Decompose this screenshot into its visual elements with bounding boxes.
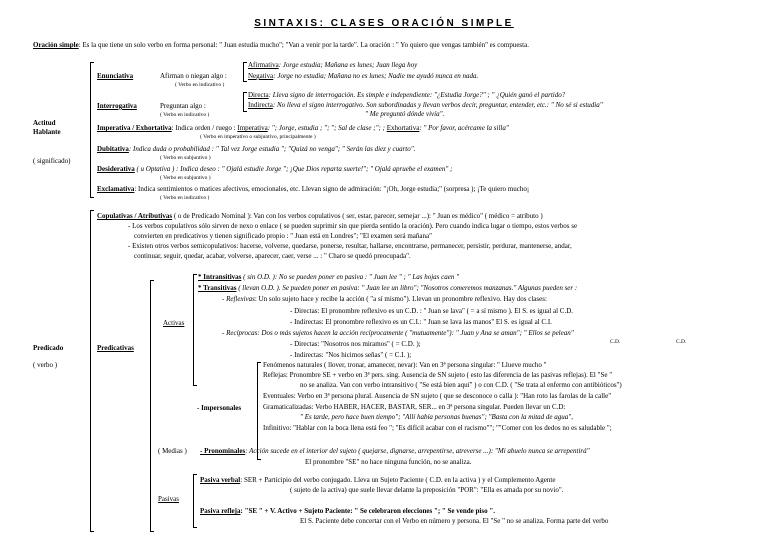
imperativa-verbo: ( Verbo en imperativo o subjuntivo, principalmente ) <box>200 134 316 140</box>
desiderativa-line: Desiderativa ( u Optativa ) : Indica deseo : " Ojalá estudie Jorge "; ¡Que Dios reparta suerte!"; " Ojalá apruebe el examen" ; <box>97 165 453 173</box>
reciprocas-line: - Recíprocas: Dos o más sujetos hacen la acción recíprocamente ( "mutuamente"): " Juan y Ana se aman"; " Ellos se pelean" <box>222 329 574 337</box>
predicado-brace <box>90 210 94 532</box>
transitivas-line: * Transitivas ( llevan O.D. ). Se pueden poner en pasiva: " Juan lee un libro"; "Nosotros comeremos manzanas." Algunas pueden ser : <box>198 284 578 292</box>
intro-text: : Es la que tiene un solo verbo en forma personal: " Juan estudia mucho"; "Van a venir por la tarde". La oración : " Yo quiero que vengas también" es compuesta. <box>78 41 529 49</box>
interrogativa-verbo: ( Verbo en indicativo ) <box>160 112 210 118</box>
intransitivas-line: * Intransitivas ( sin O.D. ): No se pueden poner en pasiva : " Juan lee " ; " Las hojas caen " <box>198 273 460 281</box>
impersonales-reflejas-1: Reflejas: Pronombre SE + verbo en 3ª pers. sing. Ausencia de SN sujeto ( esto las diferencia de las pasivas reflejas). El "Se " <box>263 371 613 379</box>
actitud-brace <box>90 62 94 198</box>
negativa-line: Negativa: Jorge no estudia; Mañana no es lunes; Nadie me ayudó nunca en nada. <box>248 72 479 80</box>
reciprocas-cd-1: C.D. <box>610 339 621 345</box>
impersonales-brace <box>257 362 261 460</box>
indirecta-line: Indirecta: No lleva el signo interrogativo. Son subordinadas y llevan verbos decir, preguntar, entender, etc.: " No sé si estudia" <box>248 101 603 109</box>
impersonales-label: - Impersonales <box>197 404 242 412</box>
reciprocas-directas: - Directas: "Nosotros nos miramos" ( = C.D. ); <box>290 340 421 348</box>
exclamativa-line: Exclamativa: Indica sentimientos o matices afectivos, emocionales, etc. Llevan signo de admiración: "¡Oh, Jorge estudia;" (sorpresa ); ¡Te quiero mucho¡ <box>97 185 530 193</box>
predicado-label-1: Predicado <box>33 344 64 352</box>
interrogativa-brace <box>243 92 247 112</box>
intro-line <box>33 42 529 49</box>
copulativas-line-5: continuar, seguir, quedar, acabar, volverse, aparecer, caer, verse ... : " Charo se quedó preocupada". <box>134 252 411 260</box>
imperativa-line: Imperativa / Exhortativa: Indica orden / ruego : Imperativa: "; Jorge, estudia ; "; "; Sal de clase ;"; ; Exhortativa: " Por favor, acércame la silla" <box>97 124 509 132</box>
activas-label: Activas <box>163 319 185 327</box>
pasivas-brace <box>193 474 197 528</box>
pronominales-line-2: El pronombre "SE" no hace ninguna función, no se analiza. <box>305 458 472 466</box>
reciprocas-indirectas: - Indirectas: "Nos hicimos señas" ( = C.I. ); <box>290 351 412 359</box>
impersonales-gramaticalizadas-1: Gramaticalizadas: Verbo HABER, HACER, BASTAR, SER... en 3ª persona singular. Pueden llevar un C.D: <box>263 403 566 411</box>
impersonales-gramaticalizadas-2: " Es tarde, pero hace buen tiempo"; "Allí había personas buenas"; "Basta con la mitad de agua", <box>300 413 573 421</box>
exclamativa-verbo: ( Verbo en indicativo ) <box>160 195 210 201</box>
copulativas-line-3: convierten en predicativos y tienen significado propio : " Juan está en Londres"; "El examen será mañana" <box>134 232 432 240</box>
predicativas-label: Predicativas <box>97 344 134 352</box>
activas-brace <box>193 274 197 386</box>
pasiva-refleja-line-2: El S. Paciente debe concertar con el Verbo en número y persona. El "Se " no se analiza. Forma parte del verbo <box>300 517 609 525</box>
enunciativa-def: Afirman o niegan algo : <box>160 72 227 80</box>
pronominales-line: - Pronominales: Acción sucede en el interior del sujeto ( quejarse, dignarse, arrepentirse, atreverse ...): "Mi abuelo nunca se arrepentirá" <box>200 447 590 455</box>
reflexivas-directas: - Directas: El pronombre reflexivo es un C.D. : " Juan se lava" ( = a sí mismo ). El S. es igual al C.D. <box>290 307 573 315</box>
medias-label: ( Medias ) <box>158 447 187 455</box>
copulativas-line-4: - Existen otros verbos semicopulativos: hacerse, volverse, quedarse, ponerse, resultar, hallarse, encontrarse, permanecer, persistir, perdurar, mantenerse, andar, <box>128 242 572 250</box>
copulativas-line-2: - Los verbos copulativos sólo sirven de nexo o enlace ( se pueden suprimir sin que pierda sentido la oración). Pero cuando indica lugar o tiempo, estos verbos se <box>128 222 578 230</box>
interrogativa-label: Interrogativa <box>97 102 137 110</box>
interrogativa-def: Preguntan algo : <box>160 102 206 110</box>
dubitativa-verbo: ( Verbo en subjuntivo ) <box>160 155 211 161</box>
impersonales-reflejas-2: no se analiza. Van con verbo intransitivo ( "Se está bien aquí" ) o con C.D. ( "Se trata al enfermo con antibióticos") <box>300 381 622 389</box>
copulativas-line-1: Copulativas / Atributivas ( o de Predicado Nominal ): Van con los verbos copulativos ( ser, estar, parecer, semejar ...): " Juan es médico" ( médico = atributo ) <box>97 212 543 220</box>
reflexivas-line: - Reflexivas: Un solo sujeto hace y recibe la acción ( "a sí mismo"). Llevan un pronombre reflexivo. Hay dos clases: <box>222 295 547 303</box>
reciprocas-cd-2: C.D. <box>676 339 687 345</box>
dubitativa-line: Dubitativa: Indica duda o probabilidad : " Tal vez Jorge estudia "; "Quizá no venga"; " Serán las diez y cuarto". <box>97 145 416 153</box>
reflexivas-indirectas: - Indirectas: El pronombre reflexivo es un C.I.: " Juan se lava las manos" El S. es igual al C.I. <box>290 318 552 326</box>
pasiva-refleja-line: Pasiva refleja: "SE " + V. Activo + Sujeto Paciente: " Se celebraron elecciones "; " Se vende piso ". <box>200 507 495 515</box>
indirecta-line-2: " Me preguntó dónde vivía". <box>365 110 445 118</box>
pasivas-label: Pasivas <box>158 495 179 503</box>
afirmativa-line: Afirmativa: Jorge estudia; Mañana es lunes; Juan llega hoy <box>248 61 418 69</box>
predicativas-brace <box>150 280 154 532</box>
page-title: SINTAXIS: CLASES ORACIÓN SIMPLE <box>254 18 514 29</box>
impersonales-fenomenos: Fenómenos naturales ( llover, tronar, amanecer, nevar): Van en 3ª persona singular: " Llueve mucho " <box>263 361 547 369</box>
enunciativa-brace <box>243 62 247 82</box>
predicado-label-2: ( verbo ) <box>33 361 58 369</box>
directa-line: Directa: Lleva signo de interrogación. Es simple e independiente: "¿Estudia Jorge?" ; " ¿Quién ganó el partido? <box>248 91 566 99</box>
actitud-label-2: Hablante <box>33 128 61 136</box>
desiderativa-verbo: ( Verbo en subjuntivo ) <box>160 175 211 181</box>
actitud-label-1: Actitud <box>33 119 56 127</box>
impersonales-eventuales: Eventuales: Verbo en 3ª persona plural. Ausencia de SN sujeto ( que se desconoce o calla ): "Han roto las farolas de la calle" <box>263 392 612 400</box>
pasiva-verbal-line: Pasiva verbal: SER + Participio del verbo conjugado. Lleva un Sujeto Paciente ( C.D. en la activa ) y el Complemento Agente <box>200 476 556 484</box>
enunciativa-verbo: ( Verbo en indicativo ) <box>175 82 225 88</box>
impersonales-infinitivo: Infinitivo: "Hablar con la boca llena está feo "; "Es difícil acabar con el racismo""; ""Comer con los dedos no es saludable "; <box>263 424 612 432</box>
intro-label: Oración simple <box>33 41 79 49</box>
enunciativa-label: Enunciativa <box>97 72 134 80</box>
actitud-label-3: ( significado) <box>33 157 71 165</box>
pasiva-verbal-line-2: ( sujeto de la activa) que suele llevar delante la preposición "POR": "Ella es amada por su novio". <box>290 486 564 494</box>
